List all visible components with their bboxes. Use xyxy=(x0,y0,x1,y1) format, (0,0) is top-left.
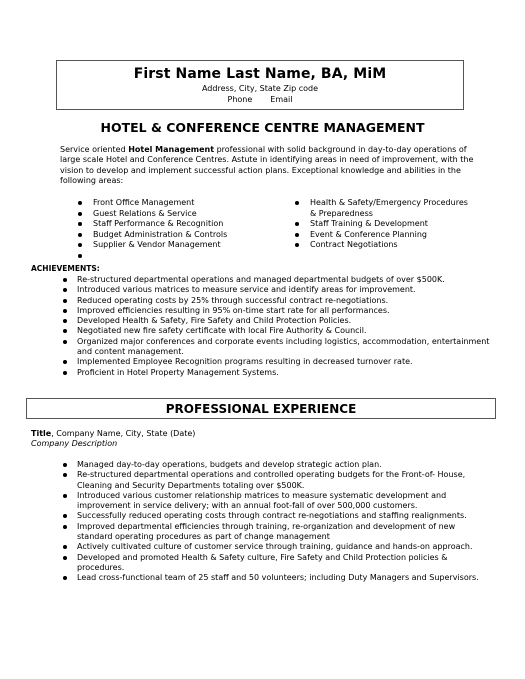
summary-bold: Hotel Management xyxy=(128,145,215,154)
experience-item: Successfully reduced operating costs through contract re-negotiations and staffing realignments. xyxy=(63,511,493,521)
experience-item: Introduced various customer relationship matrices to measure systematic development and improvement in service delivery; with an annual foot-fall of over 500,000 customers. xyxy=(63,491,493,512)
job-line xyxy=(31,429,195,438)
summary-rest: professional with solid background in day-to-day operations of large scale Hotel and Conference Centres. Astute in identifying areas in need of improvement, with the vision to develop and implement successful action plans. Exceptional knowledge and abilities in the following areas: xyxy=(60,145,474,185)
summary-prefix: Service oriented xyxy=(60,145,129,154)
skill-item: Event & Conference Planning xyxy=(295,230,475,241)
address-line: Address, City, State Zip code xyxy=(201,84,319,93)
skill-item-empty xyxy=(78,251,248,262)
company-description: Company Description xyxy=(31,439,118,448)
skill-item: Guest Relations & Service xyxy=(78,209,248,220)
achievement-item: Developed Health & Safety, Fire Safety and Child Protection Policies. xyxy=(63,316,493,326)
experience-title: PROFESSIONAL EXPERIENCE xyxy=(165,402,357,416)
resume-title: HOTEL & CONFERENCE CENTRE MANAGEMENT xyxy=(100,120,425,135)
experience-item: Actively cultivated culture of customer service through training, guidance and hands-on approach. xyxy=(63,542,493,552)
experience-list xyxy=(63,460,493,584)
achievement-item: Proficient in Hotel Property Management Systems. xyxy=(63,368,493,378)
skill-item: Contract Negotiations xyxy=(295,240,475,251)
achievement-item: Re-structured departmental operations and managed departmental budgets of over $500K. xyxy=(63,275,493,285)
skill-item: Health & Safety/Emergency Procedures & Preparedness xyxy=(295,198,475,219)
achievement-item: Organized major conferences and corporate events including logistics, accommodation, entertainment and content management. xyxy=(63,337,493,358)
experience-item: Improved departmental efficiencies through training, re-organization and development of new standard operating procedures as part of change management xyxy=(63,522,493,543)
experience-item: Lead cross-functional team of 25 staff and 50 volunteers; including Duty Managers and Supervisors. xyxy=(63,573,493,583)
achievement-item: Improved efficiencies resulting in 95% on-time start rate for all performances. xyxy=(63,306,493,316)
experience-item: Managed day-to-day operations, budgets and develop strategic action plan. xyxy=(63,460,493,470)
phone-label: Phone xyxy=(227,95,253,104)
achievements-label: ACHIEVEMENTS: xyxy=(31,264,100,273)
contact-line xyxy=(57,95,463,104)
job-title: Title xyxy=(31,429,52,438)
achievement-item: Negotiated new fire safety certificate with local Fire Authority & Council. xyxy=(63,326,493,336)
experience-item: Developed and promoted Health & Safety culture, Fire Safety and Child Protection policies & procedures. xyxy=(63,553,493,574)
skills-list-right xyxy=(295,198,475,251)
job-details: , Company Name, City, State (Date) xyxy=(51,429,196,438)
skill-item: Staff Training & Development xyxy=(295,219,475,230)
achievement-item: Reduced operating costs by 25% through successful contract re-negotiations. xyxy=(63,296,493,306)
achievements-list xyxy=(63,275,493,378)
achievement-item: Implemented Employee Recognition programs resulting in decreased turnover rate. xyxy=(63,357,493,367)
experience-section-header xyxy=(26,398,496,419)
experience-item: Re-structured departmental operations and controlled operating budgets for the Front-of- House, Cleaning and Security Departments totaling over $500K. xyxy=(63,470,493,491)
skill-item: Staff Performance & Recognition xyxy=(78,219,248,230)
achievement-item: Introduced various matrices to measure service and identify areas for improvement. xyxy=(63,285,493,295)
skill-item: Front Office Management xyxy=(78,198,248,209)
skill-item: Budget Administration & Controls xyxy=(78,230,248,241)
header-box xyxy=(56,60,464,110)
skills-list-left xyxy=(78,198,248,262)
summary-paragraph xyxy=(60,145,480,186)
candidate-name: First Name Last Name, BA, MiM xyxy=(133,66,387,82)
skill-item: Supplier & Vendor Management xyxy=(78,240,248,251)
email-label: Email xyxy=(270,95,293,104)
